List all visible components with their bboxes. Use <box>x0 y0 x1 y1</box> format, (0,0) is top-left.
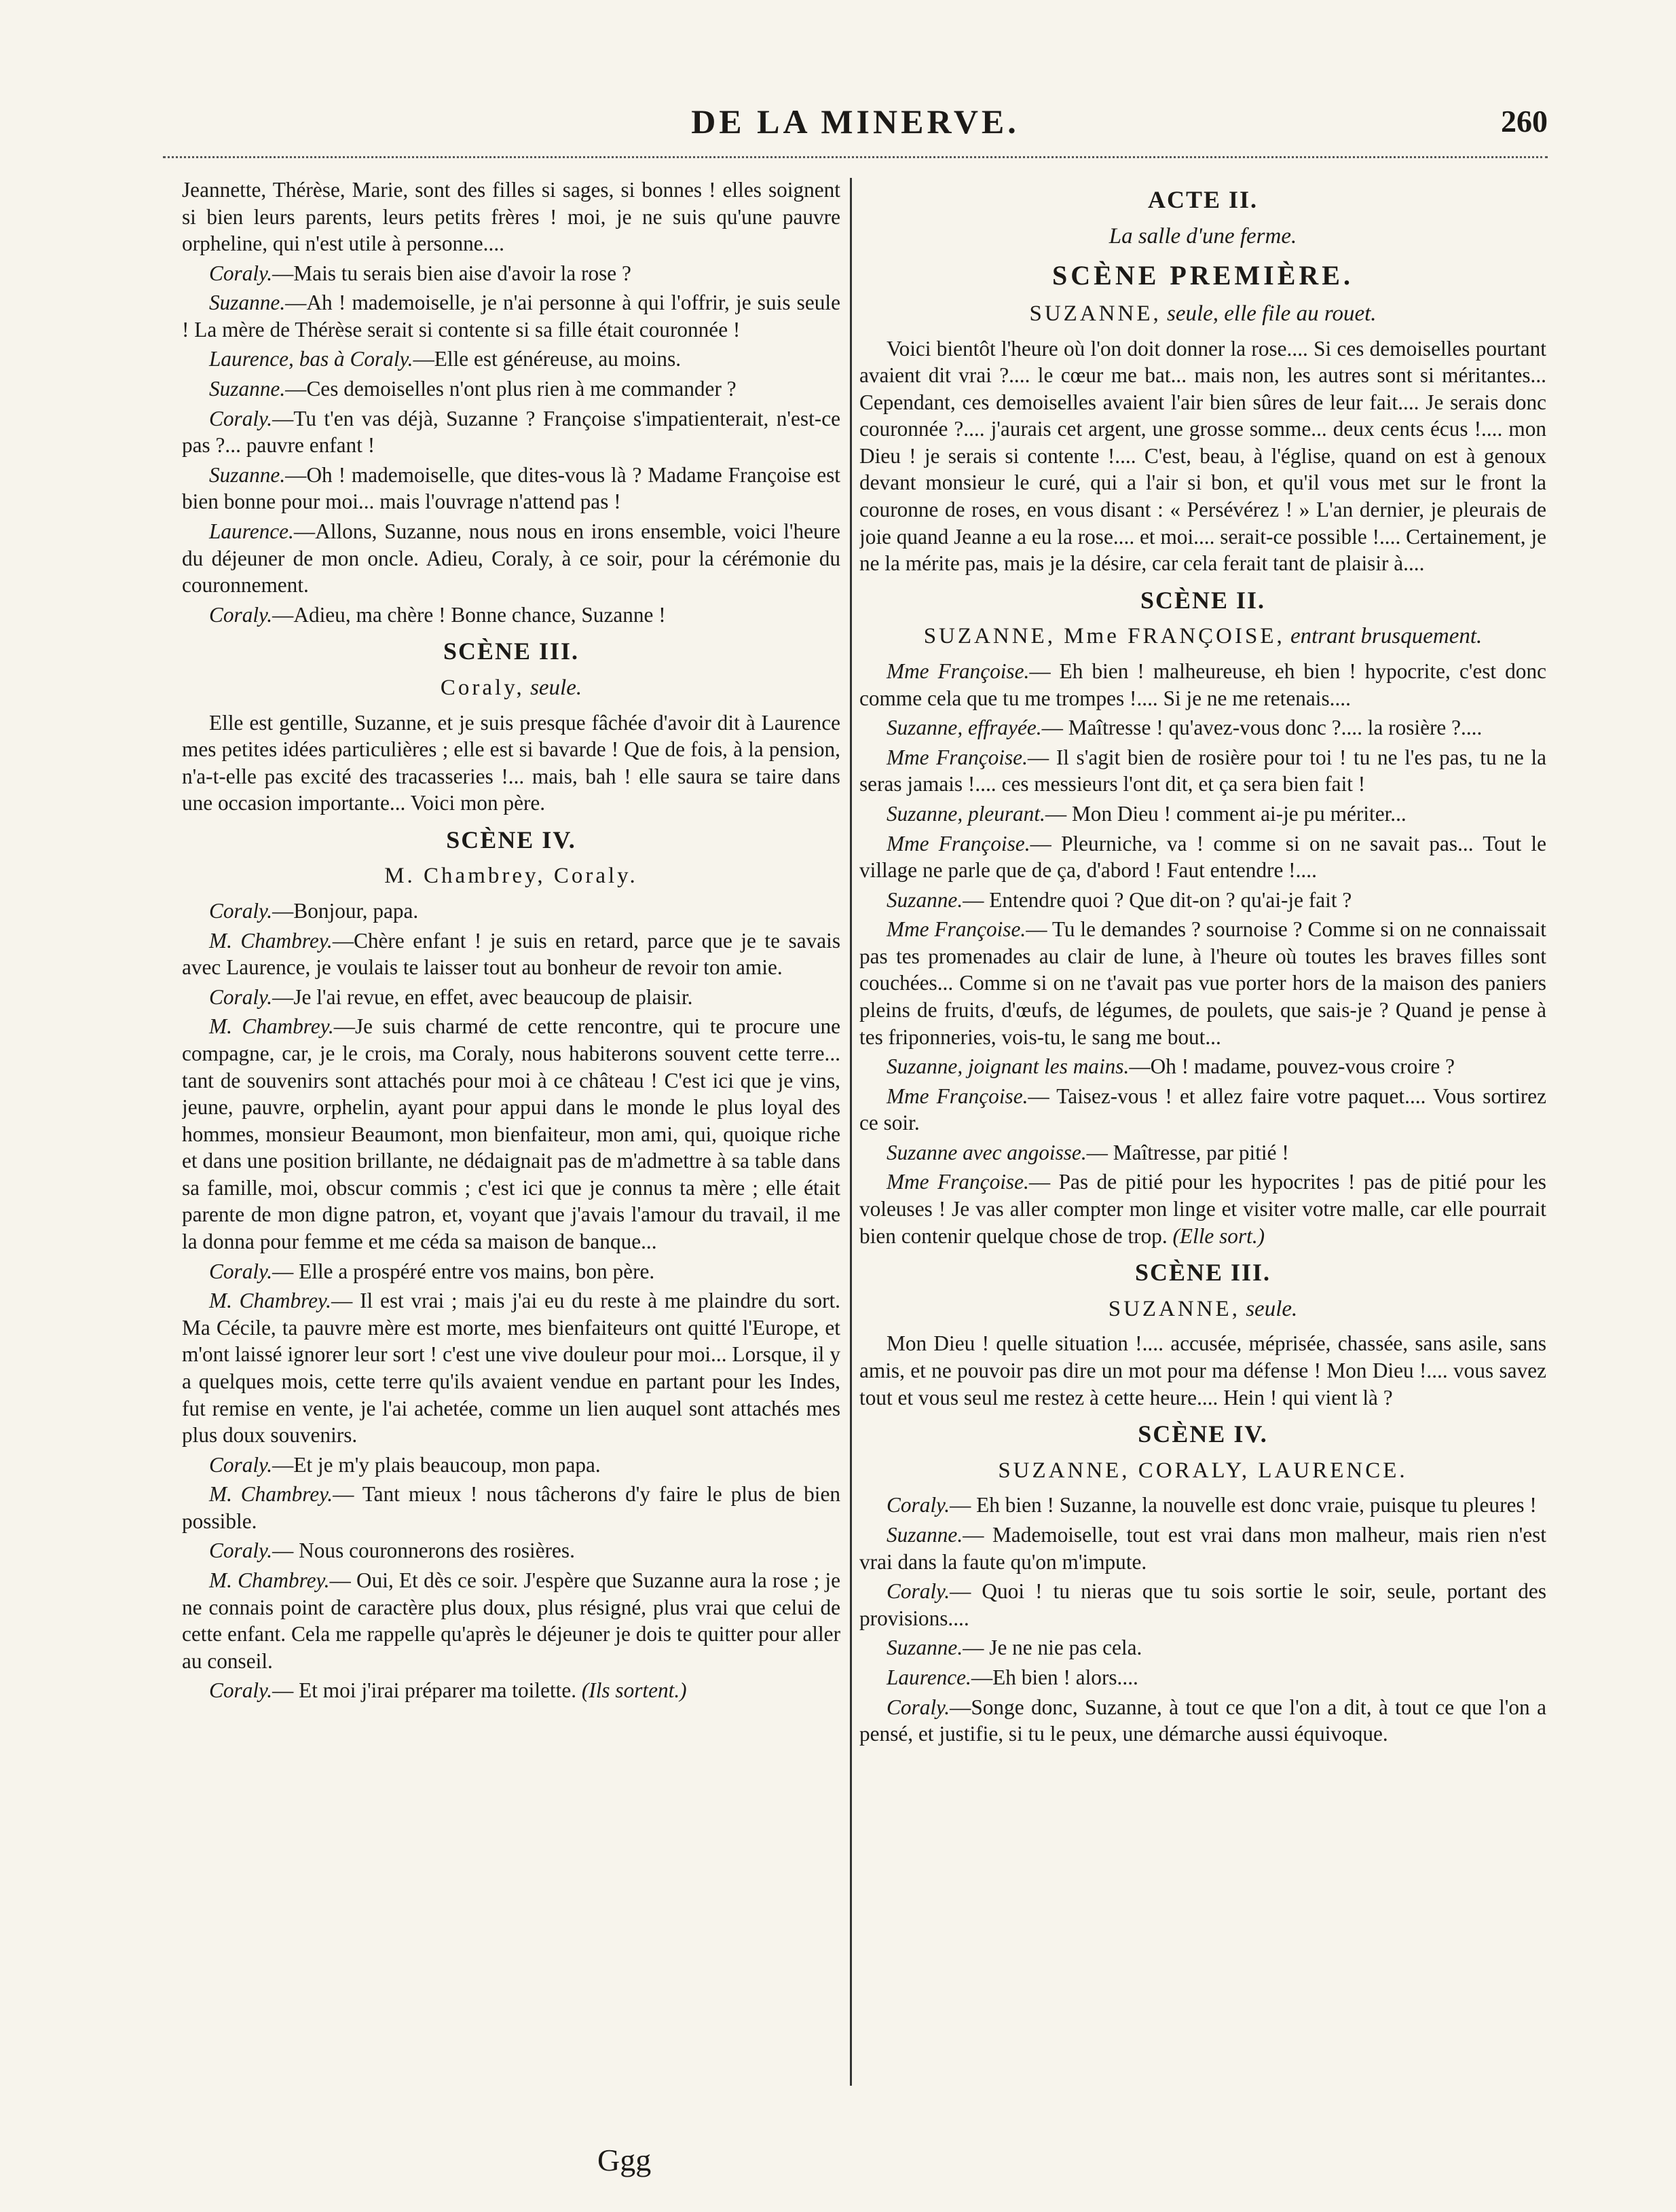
dialogue-text: —Ces demoiselles n'ont plus rien à me commander ? <box>285 377 737 401</box>
dialogue-paragraph <box>859 658 1546 712</box>
character-names: SUZANNE, <box>1029 301 1161 326</box>
header-rule <box>163 156 1548 158</box>
stage-direction: seule. <box>530 675 582 700</box>
speaker-name: Laurence. <box>209 519 294 543</box>
dialogue-paragraph <box>859 1492 1546 1519</box>
dialogue-text: Jeannette, Thérèse, Marie, sont des filles si sages, si bonnes ! elles soignent si bien leurs parents, leurs petits frères ! moi, je ne suis qu'une pauvre orpheline, qui n'est utile à personne.... <box>182 178 840 256</box>
speaker-name: Suzanne. <box>887 1636 963 1660</box>
dialogue-text: —Oh ! mademoiselle, que dites-vous là ? Madame Françoise est bien bonne pour moi... mais l'ouvrage n'attend pas ! <box>182 462 840 514</box>
speaker-name: Coraly. <box>209 1452 273 1477</box>
speaker-name: Coraly. <box>209 1259 273 1283</box>
dialogue-text: —Je suis charmé de cette rencontre, qui te procure une compagne, car, je le crois, ma Coraly, nous habiterons souvent cette terre... tant de souvenirs sont attachés pour moi à ce château ! C'est ici que je vins, jeune, pauvre, orphelin, ayant pour appui dans le monde le plus loyal des hommes, monsieur Beaumont, mon bienfaiteur, mon ami, qui, quoique riche et dans une position brillante, ne dédaignait pas de m'admettre à sa table dans sa famille, moi, obscur commis ; c'est ici que je connus ta mère ; elle était parente de mon digne patron, et, voyant que j'avais l'amour du travail, il me la donna pour femme et me céda sa maison de banque... <box>182 1014 840 1254</box>
dialogue-text: — Mon Dieu ! comment ai-je pu mériter... <box>1045 801 1407 826</box>
speaker-name: Suzanne. <box>887 1523 963 1547</box>
speaker-name: Suzanne. <box>209 377 286 401</box>
character-names: Coraly, <box>440 675 525 700</box>
page-header <box>163 102 1548 149</box>
dialogue-text: — Et moi j'irai préparer ma toilette. <box>272 1678 577 1703</box>
dialogue-paragraph <box>182 346 840 373</box>
dialogue-text: — Pleurniche, va ! comme si on ne savait pas... Tout le village ne parle que de ça, d'abord ! Faut entendre !.... <box>859 831 1546 883</box>
speaker-name: Mme Françoise. <box>887 745 1028 769</box>
dialogue-text: —Songe donc, Suzanne, à tout ce que l'on a dit, à tout ce que l'on a pensé, et justifie, si tu le peux, une démarche aussi équivoque. <box>859 1695 1546 1746</box>
dialogue-text: — Taisez-vous ! et allez faire votre paquet.... Vous sortirez ce soir. <box>859 1084 1546 1135</box>
dialogue-paragraph <box>182 1677 840 1704</box>
speaker-name: Suzanne, effrayée. <box>887 716 1042 740</box>
dialogue-text: — Il s'agit bien de rosière pour toi ! tu ne l'es pas, tu ne la seras jamais !.... ces messieurs l'ont dit, et ça sera bien fait ! <box>859 745 1546 796</box>
dialogue-paragraph <box>182 1567 840 1674</box>
scene-characters <box>859 223 1546 251</box>
stage-direction: seule. <box>1246 1296 1298 1321</box>
speaker-name: Coraly. <box>209 602 273 627</box>
speaker-name: Laurence. <box>887 1665 971 1689</box>
dialogue-text: —Tu t'en vas déjà, Suzanne ? Françoise s'impatienterait, n'est-ce pas ?... pauvre enfant ! <box>182 406 840 458</box>
dialogue-lead: — Oui, <box>329 1568 400 1592</box>
scene-characters <box>859 623 1546 651</box>
speaker-name: Coraly. <box>887 1695 950 1719</box>
dialogue-paragraph <box>182 1481 840 1534</box>
dialogue-paragraph <box>859 1083 1546 1137</box>
stage-direction: La salle d'une ferme. <box>1109 223 1297 248</box>
dialogue-paragraph <box>859 1694 1546 1748</box>
dialogue-text: —Et je m'y plais beaucoup, mon papa. <box>272 1452 601 1477</box>
dialogue-paragraph <box>859 830 1546 884</box>
scene-heading: SCÈNE III. <box>443 638 580 665</box>
speaker-name: M. Chambrey. <box>209 1482 333 1507</box>
speaker-name: Suzanne avec angoisse. <box>887 1140 1087 1164</box>
speaker-name: Mme Françoise. <box>887 659 1030 684</box>
scene-heading: SCÈNE IV. <box>1138 1420 1268 1448</box>
speaker-name: Mme Françoise. <box>887 917 1026 942</box>
dialogue-text: — Tu le demandes ? sournoise ? Comme si on ne connaissait pas tes promenades au clair de lune, à l'heure où toutes les braves filles sont couchées... Comme si on ne t'avait pas vue porter hors de la maison des paniers pleins de fruits, d'œufs, de légumes, de poulets, que sais-je ? Quand je pense à tes friponneries, vois-tu, le sang me bout... <box>859 917 1546 1049</box>
dialogue-paragraph <box>859 887 1546 914</box>
speaker-name: M. Chambrey. <box>209 1568 330 1592</box>
dialogue-paragraph <box>859 714 1546 741</box>
speaker-name: Coraly. <box>209 1678 273 1703</box>
dialogue-text: — Eh bien ! malheureuse, eh bien ! hypocrite, c'est donc comme cela que tu me trompes !.... Si je ne me retenais.... <box>859 659 1546 710</box>
speaker-name: Mme Françoise. <box>887 1084 1028 1108</box>
dialogue-text: — Maîtresse ! qu'avez-vous donc ?.... la rosière ?.... <box>1041 716 1483 740</box>
stage-direction: seule, elle file au rouet. <box>1166 301 1377 326</box>
dialogue-paragraph <box>859 1139 1546 1166</box>
right-column <box>859 177 1546 2159</box>
speaker-name: Mme Françoise. <box>887 1170 1029 1194</box>
scene-characters <box>859 1295 1546 1324</box>
dialogue-text: —Mais tu serais bien aise d'avoir la rose ? <box>272 261 631 285</box>
signature-mark: Ggg <box>597 2143 652 2177</box>
dialogue-paragraph <box>182 1287 840 1448</box>
speaker-name: Coraly. <box>209 406 273 430</box>
dialogue-paragraph <box>182 518 840 599</box>
dialogue-text: —Oh ! madame, pouvez-vous croire ? <box>1129 1054 1455 1079</box>
character-names: SUZANNE, Mme FRANÇOISE, <box>923 624 1285 649</box>
stage-direction: entrant brusquement. <box>1290 624 1483 649</box>
dialogue-text: —Chère enfant ! je suis en retard, parce que je te savais avec Laurence, je voulais te laisser tout au bonheur de revoir ton amie. <box>182 928 840 980</box>
dialogue-text: — Eh bien ! Suzanne, la nouvelle est donc vraie, puisque tu pleures ! <box>950 1493 1537 1517</box>
speaker-name: Coraly. <box>209 261 273 285</box>
speaker-name: Coraly. <box>887 1579 950 1604</box>
dialogue-paragraph <box>182 927 840 981</box>
dialogue-text: —Elle est généreuse, au moins. <box>413 347 682 371</box>
scene-characters <box>859 1457 1546 1486</box>
scene-heading: SCÈNE II. <box>1140 586 1266 614</box>
dialogue-text: — Mademoiselle, tout est vrai dans mon malheur, mais rien n'est vrai dans la faute qu'on m'impute. <box>859 1523 1546 1574</box>
dialogue-text: — Entendre quoi ? Que dit-on ? qu'ai-je fait ? <box>963 887 1352 912</box>
dialogue-paragraph <box>859 1053 1546 1080</box>
dialogue-text: — Je ne nie pas cela. <box>963 1636 1142 1660</box>
dialogue-text: Et dès ce soir. J'espère que Suzanne aura la rose ; je ne connais point de caractère plus doux, plus résigné, plus vrai que celui de cette enfant. Cela me rappelle qu'après le déjeuner je dois te quitter pour aller au conseil. <box>182 1568 840 1673</box>
stage-direction: (Elle sort.) <box>1172 1223 1265 1248</box>
dialogue-text: Mon Dieu ! quelle situation !.... accusée, méprisée, chassée, sans asile, sans amis, et ne pouvoir pas dire un mot pour ma défense ! Mon Dieu !.... vous savez tout et vous seul me restez à cette heure.... Hein ! qui vient là ? <box>859 1331 1546 1409</box>
speaker-name: Suzanne. <box>209 291 286 315</box>
dialogue-paragraph <box>182 260 840 287</box>
dialogue-paragraph <box>859 1522 1546 1575</box>
scene-heading: SCÈNE III. <box>1134 1259 1271 1287</box>
scene-heading: ACTE II. <box>1147 186 1259 213</box>
dialogue-paragraph <box>182 405 840 459</box>
dialogue-text: —Ah ! mademoiselle, je n'ai personne à qui l'offrir, je suis seule ! La mère de Thérèse serait si contente si sa fille était couronnée ! <box>182 291 840 342</box>
dialogue-text: — Nous couronnerons des rosières. <box>272 1538 575 1563</box>
dialogue-text: —Allons, Suzanne, nous nous en irons ensemble, voici l'heure du déjeuner de mon oncle. Adieu, Coraly, à ce soir, pour la cérémonie du couronnement. <box>182 519 840 597</box>
dialogue-text: — Quoi ! tu nieras que tu sois sortie le soir, seule, portant des provisions.... <box>859 1579 1546 1630</box>
scene-characters <box>182 862 840 891</box>
dialogue-paragraph <box>859 1168 1546 1249</box>
dialogue-paragraph <box>182 1537 840 1564</box>
scene-heading: SCÈNE PREMIÈRE. <box>1052 260 1354 291</box>
dialogue-paragraph <box>859 1330 1546 1411</box>
dialogue-paragraph <box>859 335 1546 577</box>
dialogue-text: Voici bientôt l'heure où l'on doit donner la rose.... Si ces demoiselles pourtant avaient dit vrai ?.... le cœur me bat... mais non, les autres sont si méritantes... Cependant, ces demoiselles avaient l'air bien sûres de leur fait.... Je serais donc couronnée ?.... j'aurais cet argent, une grosse somme... deux cents écus !.... mon Dieu ! je serais si contente !.... C'est, beau, à l'église, quand on est à genoux devant monsieur le curé, qui a l'air si bon, et qu'il vous met sur le front la couronne de roses, en vous disant : « Persévérez ! » L'an dernier, je pleurais de joie quand Jeanne a eu la rose.... et moi.... serait-ce possible !.... Certainement, je ne la mérite pas, mais je la désire, car cela ferait tant de plaisir à.... <box>859 336 1546 576</box>
dialogue-text: —Eh bien ! alors.... <box>971 1665 1138 1689</box>
dialogue-paragraph <box>182 709 840 817</box>
dialogue-paragraph <box>859 744 1546 798</box>
dialogue-paragraph <box>182 1258 840 1285</box>
speaker-name: M. Chambrey. <box>209 928 333 953</box>
character-names: M. Chambrey, Coraly. <box>384 864 638 889</box>
dialogue-text: — Elle a prospéré entre vos mains, bon père. <box>272 1259 655 1283</box>
dialogue-text: — Il est vrai ; mais j'ai eu du reste à me plaindre du sort. Ma Cécile, ta pauvre mère est morte, mes bienfaiteurs ont quitté l'Europe, et m'ont laissé ignorer leur sort ! c'est une vive douleur pour moi... Lorsque, il y a quelques mois, cette terre qu'ils avaient vendue en partant pour les Indes, fut remise en vente, je l'ai achetée, comme un lien auquel sont attachés mes plus doux souvenirs. <box>182 1289 840 1448</box>
speaker-name: Coraly. <box>209 899 273 923</box>
dialogue-text: — Pas de pitié pour les hypocrites ! pas de pitié pour les voleuses ! Je vas aller compter mon linge et visiter votre malle, car elle pourrait bien contenir quelque chose de trop. <box>859 1170 1546 1248</box>
speaker-name: Coraly. <box>209 1538 273 1563</box>
speaker-name: Suzanne, joignant les mains. <box>887 1054 1130 1079</box>
page-number: 260 <box>1501 104 1548 139</box>
left-column <box>182 177 840 2159</box>
speaker-name: M. Chambrey. <box>209 1014 334 1039</box>
dialogue-text: Elle est gentille, Suzanne, et je suis presque fâchée d'avoir dit à Laurence mes petites idées particulières ; elle est si bavarde ! Que de fois, à la pension, n'a-t-elle pas excité des tracasseries !... mais, bah ! elle saura se taire dans une occasion importante... Voici mon père. <box>182 710 840 815</box>
dialogue-text: — Tant mieux ! nous tâcherons d'y faire le plus de bien possible. <box>182 1482 840 1533</box>
dialogue-paragraph <box>182 1452 840 1479</box>
dialogue-paragraph <box>859 916 1546 1050</box>
dialogue-paragraph <box>182 984 840 1011</box>
stage-direction: (Ils sortent.) <box>581 1678 687 1703</box>
dialogue-paragraph <box>859 1634 1546 1661</box>
speaker-name: Suzanne, pleurant. <box>887 801 1045 826</box>
running-title: DE LA MINERVE. <box>691 103 1020 141</box>
dialogue-paragraph <box>182 289 840 343</box>
dialogue-text: —Bonjour, papa. <box>272 899 419 923</box>
dialogue-paragraph <box>859 1578 1546 1632</box>
dialogue-paragraph <box>859 1664 1546 1691</box>
dialogue-paragraph <box>182 1013 840 1255</box>
scene-characters <box>859 300 1546 329</box>
character-names: SUZANNE, CORALY, LAURENCE. <box>998 1458 1408 1483</box>
column-divider <box>850 178 852 2086</box>
scene-heading: SCÈNE IV. <box>446 826 576 853</box>
speaker-name: Coraly. <box>209 984 273 1009</box>
speaker-name: Suzanne. <box>887 887 963 912</box>
dialogue-text: — Maîtresse, par pitié ! <box>1086 1140 1289 1164</box>
dialogue-paragraph <box>182 177 840 257</box>
speaker-name: Suzanne. <box>209 462 286 487</box>
speaker-name: M. Chambrey. <box>209 1289 331 1313</box>
dialogue-paragraph <box>859 800 1546 828</box>
dialogue-paragraph <box>182 898 840 925</box>
speaker-name: Laurence, bas à Coraly. <box>209 347 413 371</box>
scene-characters <box>182 674 840 703</box>
speaker-name: Coraly. <box>887 1493 950 1517</box>
dialogue-text: —Adieu, ma chère ! Bonne chance, Suzanne ! <box>272 602 666 627</box>
dialogue-paragraph <box>182 602 840 629</box>
speaker-name: Mme Françoise. <box>887 831 1030 855</box>
character-names: SUZANNE, <box>1108 1296 1240 1321</box>
dialogue-paragraph <box>182 462 840 515</box>
dialogue-text: —Je l'ai revue, en effet, avec beaucoup de plaisir. <box>272 984 693 1009</box>
dialogue-paragraph <box>182 375 840 403</box>
